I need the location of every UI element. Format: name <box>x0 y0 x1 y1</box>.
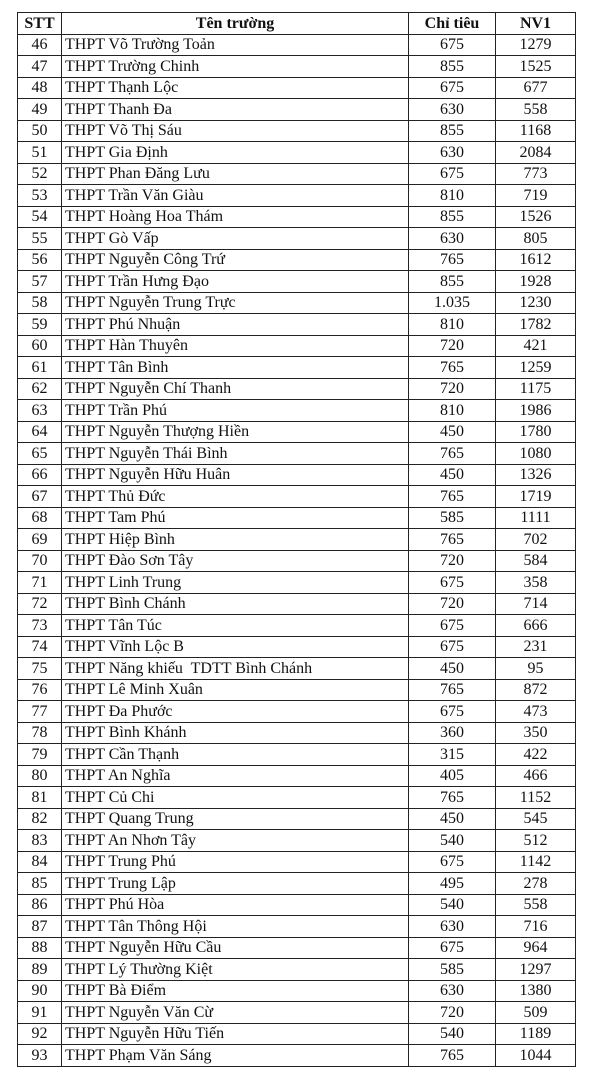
row-quota: 810 <box>409 314 496 336</box>
row-nv1: 1525 <box>496 56 576 78</box>
table-row <box>18 228 576 250</box>
table-row <box>18 378 576 400</box>
row-school-name: THPT An Nhơn Tây <box>62 830 409 852</box>
row-stt: 74 <box>18 636 62 658</box>
row-stt: 49 <box>18 99 62 121</box>
table-row <box>18 421 576 443</box>
row-school-name: THPT Thủ Đức <box>62 486 409 508</box>
row-nv1: 584 <box>496 550 576 572</box>
table-row <box>18 206 576 228</box>
row-quota: 360 <box>409 722 496 744</box>
table-row <box>18 916 576 938</box>
row-stt: 58 <box>18 292 62 314</box>
row-quota: 720 <box>409 550 496 572</box>
row-stt: 83 <box>18 830 62 852</box>
row-school-name: THPT Phạm Văn Sáng <box>62 1045 409 1067</box>
table-row <box>18 335 576 357</box>
row-school-name: THPT Nguyễn Trung Trực <box>62 292 409 314</box>
row-stt: 55 <box>18 228 62 250</box>
row-nv1: 719 <box>496 185 576 207</box>
row-school-name: THPT Bà Điểm <box>62 980 409 1002</box>
row-nv1: 1719 <box>496 486 576 508</box>
row-school-name: THPT Trung Phú <box>62 851 409 873</box>
row-stt: 81 <box>18 787 62 809</box>
row-nv1: 1259 <box>496 357 576 379</box>
row-quota: 810 <box>409 400 496 422</box>
row-stt: 65 <box>18 443 62 465</box>
row-nv1: 716 <box>496 916 576 938</box>
row-stt: 68 <box>18 507 62 529</box>
table-row <box>18 1002 576 1024</box>
row-nv1: 278 <box>496 873 576 895</box>
row-nv1: 872 <box>496 679 576 701</box>
row-stt: 50 <box>18 120 62 142</box>
table-row <box>18 593 576 615</box>
row-quota: 495 <box>409 873 496 895</box>
row-nv1: 1986 <box>496 400 576 422</box>
row-nv1: 714 <box>496 593 576 615</box>
row-nv1: 1189 <box>496 1023 576 1045</box>
row-school-name: THPT Nguyễn Văn Cừ <box>62 1002 409 1024</box>
row-nv1: 358 <box>496 572 576 594</box>
row-stt: 70 <box>18 550 62 572</box>
row-nv1: 1152 <box>496 787 576 809</box>
row-school-name: THPT Nguyễn Công Trứ <box>62 249 409 271</box>
row-nv1: 702 <box>496 529 576 551</box>
row-quota: 540 <box>409 830 496 852</box>
table-row <box>18 314 576 336</box>
row-school-name: THPT Thanh Đa <box>62 99 409 121</box>
row-stt: 73 <box>18 615 62 637</box>
header-quota: Chỉ tiêu <box>409 13 496 35</box>
row-stt: 88 <box>18 937 62 959</box>
row-stt: 78 <box>18 722 62 744</box>
row-school-name: THPT Gia Định <box>62 142 409 164</box>
row-quota: 675 <box>409 615 496 637</box>
row-school-name: THPT Hiệp Bình <box>62 529 409 551</box>
row-quota: 720 <box>409 1002 496 1024</box>
row-school-name: THPT Bình Chánh <box>62 593 409 615</box>
row-nv1: 558 <box>496 99 576 121</box>
row-quota: 675 <box>409 937 496 959</box>
row-school-name: THPT Củ Chi <box>62 787 409 809</box>
admission-table <box>17 12 576 1067</box>
row-quota: 810 <box>409 185 496 207</box>
row-stt: 59 <box>18 314 62 336</box>
row-school-name: THPT Thạnh Lộc <box>62 77 409 99</box>
table-row <box>18 744 576 766</box>
table-header-row <box>18 13 576 35</box>
table-row <box>18 486 576 508</box>
table-row <box>18 615 576 637</box>
row-school-name: THPT Lê Minh Xuân <box>62 679 409 701</box>
row-quota: 765 <box>409 443 496 465</box>
row-nv1: 1080 <box>496 443 576 465</box>
row-school-name: THPT Linh Trung <box>62 572 409 594</box>
row-school-name: THPT Võ Thị Sáu <box>62 120 409 142</box>
table-row <box>18 851 576 873</box>
table-row <box>18 400 576 422</box>
row-quota: 450 <box>409 808 496 830</box>
row-stt: 84 <box>18 851 62 873</box>
row-stt: 46 <box>18 34 62 56</box>
row-quota: 675 <box>409 163 496 185</box>
row-quota: 630 <box>409 142 496 164</box>
table-row <box>18 34 576 56</box>
row-school-name: THPT Trung Lập <box>62 873 409 895</box>
row-school-name: THPT Cần Thạnh <box>62 744 409 766</box>
row-quota: 765 <box>409 679 496 701</box>
row-quota: 630 <box>409 980 496 1002</box>
row-stt: 92 <box>18 1023 62 1045</box>
row-stt: 64 <box>18 421 62 443</box>
row-school-name: THPT Phan Đăng Lưu <box>62 163 409 185</box>
row-school-name: THPT Trần Phú <box>62 400 409 422</box>
row-nv1: 1175 <box>496 378 576 400</box>
row-nv1: 1279 <box>496 34 576 56</box>
row-quota: 630 <box>409 228 496 250</box>
row-quota: 540 <box>409 894 496 916</box>
row-stt: 89 <box>18 959 62 981</box>
row-quota: 450 <box>409 464 496 486</box>
row-stt: 71 <box>18 572 62 594</box>
row-quota: 720 <box>409 335 496 357</box>
table-row <box>18 443 576 465</box>
table-row <box>18 959 576 981</box>
table-row <box>18 722 576 744</box>
row-nv1: 558 <box>496 894 576 916</box>
row-school-name: THPT Vĩnh Lộc B <box>62 636 409 658</box>
row-school-name: THPT Phú Nhuận <box>62 314 409 336</box>
table-row <box>18 185 576 207</box>
table-row <box>18 980 576 1002</box>
row-quota: 765 <box>409 787 496 809</box>
row-quota: 450 <box>409 421 496 443</box>
row-school-name: THPT Hàn Thuyên <box>62 335 409 357</box>
row-nv1: 677 <box>496 77 576 99</box>
row-stt: 56 <box>18 249 62 271</box>
row-nv1: 1142 <box>496 851 576 873</box>
header-nv1: NV1 <box>496 13 576 35</box>
row-nv1: 2084 <box>496 142 576 164</box>
row-stt: 48 <box>18 77 62 99</box>
row-quota: 540 <box>409 1023 496 1045</box>
table-row <box>18 679 576 701</box>
row-nv1: 1928 <box>496 271 576 293</box>
row-nv1: 805 <box>496 228 576 250</box>
row-school-name: THPT Phú Hòa <box>62 894 409 916</box>
row-school-name: THPT Nguyễn Hữu Cầu <box>62 937 409 959</box>
row-school-name: THPT Nguyễn Hữu Huân <box>62 464 409 486</box>
row-quota: 675 <box>409 77 496 99</box>
row-school-name: THPT Lý Thường Kiệt <box>62 959 409 981</box>
row-stt: 79 <box>18 744 62 766</box>
row-stt: 86 <box>18 894 62 916</box>
row-nv1: 1612 <box>496 249 576 271</box>
row-stt: 53 <box>18 185 62 207</box>
row-stt: 87 <box>18 916 62 938</box>
table-body <box>18 34 576 1066</box>
row-school-name: THPT Nguyễn Hữu Tiến <box>62 1023 409 1045</box>
table-row <box>18 787 576 809</box>
table-row <box>18 894 576 916</box>
row-quota: 405 <box>409 765 496 787</box>
row-stt: 69 <box>18 529 62 551</box>
row-nv1: 1380 <box>496 980 576 1002</box>
table-row <box>18 357 576 379</box>
row-school-name: THPT Đa Phước <box>62 701 409 723</box>
table-row <box>18 99 576 121</box>
row-quota: 315 <box>409 744 496 766</box>
row-nv1: 350 <box>496 722 576 744</box>
table-row <box>18 120 576 142</box>
row-stt: 90 <box>18 980 62 1002</box>
row-quota: 855 <box>409 120 496 142</box>
row-stt: 91 <box>18 1002 62 1024</box>
row-nv1: 231 <box>496 636 576 658</box>
row-quota: 765 <box>409 249 496 271</box>
row-school-name: THPT Tân Thông Hội <box>62 916 409 938</box>
row-nv1: 95 <box>496 658 576 680</box>
row-stt: 93 <box>18 1045 62 1067</box>
table-row <box>18 529 576 551</box>
table-row <box>18 873 576 895</box>
row-stt: 54 <box>18 206 62 228</box>
row-school-name: THPT Quang Trung <box>62 808 409 830</box>
table-row <box>18 808 576 830</box>
row-quota: 720 <box>409 378 496 400</box>
row-nv1: 666 <box>496 615 576 637</box>
row-quota: 585 <box>409 507 496 529</box>
row-nv1: 1526 <box>496 206 576 228</box>
row-stt: 77 <box>18 701 62 723</box>
table-row <box>18 163 576 185</box>
table-row <box>18 636 576 658</box>
row-quota: 720 <box>409 593 496 615</box>
row-nv1: 964 <box>496 937 576 959</box>
row-stt: 85 <box>18 873 62 895</box>
table-row <box>18 249 576 271</box>
row-nv1: 1297 <box>496 959 576 981</box>
row-nv1: 1044 <box>496 1045 576 1067</box>
row-stt: 72 <box>18 593 62 615</box>
row-stt: 61 <box>18 357 62 379</box>
row-school-name: THPT Nguyễn Thượng Hiền <box>62 421 409 443</box>
row-nv1: 421 <box>496 335 576 357</box>
row-nv1: 473 <box>496 701 576 723</box>
row-stt: 67 <box>18 486 62 508</box>
row-school-name: THPT Năng khiếu TDTT Bình Chánh <box>62 658 409 680</box>
row-stt: 82 <box>18 808 62 830</box>
row-nv1: 545 <box>496 808 576 830</box>
row-quota: 855 <box>409 206 496 228</box>
row-stt: 52 <box>18 163 62 185</box>
row-nv1: 1111 <box>496 507 576 529</box>
table-row <box>18 507 576 529</box>
table-row <box>18 292 576 314</box>
row-nv1: 773 <box>496 163 576 185</box>
row-school-name: THPT An Nghĩa <box>62 765 409 787</box>
table-row <box>18 765 576 787</box>
row-nv1: 1780 <box>496 421 576 443</box>
table-row <box>18 937 576 959</box>
row-school-name: THPT Bình Khánh <box>62 722 409 744</box>
row-stt: 62 <box>18 378 62 400</box>
row-school-name: THPT Đào Sơn Tây <box>62 550 409 572</box>
row-school-name: THPT Trần Văn Giàu <box>62 185 409 207</box>
table-row <box>18 701 576 723</box>
row-nv1: 1168 <box>496 120 576 142</box>
row-quota: 855 <box>409 56 496 78</box>
row-quota: 630 <box>409 99 496 121</box>
table-row <box>18 658 576 680</box>
row-quota: 1.035 <box>409 292 496 314</box>
row-quota: 675 <box>409 851 496 873</box>
row-quota: 675 <box>409 701 496 723</box>
row-nv1: 1230 <box>496 292 576 314</box>
row-school-name: THPT Võ Trường Toản <box>62 34 409 56</box>
row-quota: 765 <box>409 486 496 508</box>
table-row <box>18 1023 576 1045</box>
row-quota: 765 <box>409 1045 496 1067</box>
table-row <box>18 1045 576 1067</box>
row-stt: 57 <box>18 271 62 293</box>
row-quota: 450 <box>409 658 496 680</box>
row-stt: 60 <box>18 335 62 357</box>
row-school-name: THPT Tam Phú <box>62 507 409 529</box>
table-row <box>18 77 576 99</box>
table-row <box>18 271 576 293</box>
row-stt: 66 <box>18 464 62 486</box>
row-stt: 63 <box>18 400 62 422</box>
row-stt: 51 <box>18 142 62 164</box>
table-row <box>18 142 576 164</box>
row-school-name: THPT Trần Hưng Đạo <box>62 271 409 293</box>
table-row <box>18 830 576 852</box>
row-nv1: 466 <box>496 765 576 787</box>
row-school-name: THPT Gò Vấp <box>62 228 409 250</box>
row-stt: 75 <box>18 658 62 680</box>
row-quota: 765 <box>409 357 496 379</box>
table-row <box>18 464 576 486</box>
row-stt: 76 <box>18 679 62 701</box>
table-row <box>18 56 576 78</box>
row-quota: 630 <box>409 916 496 938</box>
table-row <box>18 572 576 594</box>
row-school-name: THPT Nguyễn Chí Thanh <box>62 378 409 400</box>
row-nv1: 1782 <box>496 314 576 336</box>
row-school-name: THPT Trường Chinh <box>62 56 409 78</box>
row-school-name: THPT Tân Túc <box>62 615 409 637</box>
row-stt: 80 <box>18 765 62 787</box>
row-nv1: 512 <box>496 830 576 852</box>
row-nv1: 422 <box>496 744 576 766</box>
row-quota: 855 <box>409 271 496 293</box>
row-nv1: 509 <box>496 1002 576 1024</box>
row-quota: 675 <box>409 34 496 56</box>
header-school-name: Tên trường <box>62 13 409 35</box>
row-quota: 675 <box>409 636 496 658</box>
row-stt: 47 <box>18 56 62 78</box>
table-row <box>18 550 576 572</box>
row-quota: 585 <box>409 959 496 981</box>
row-school-name: THPT Nguyễn Thái Bình <box>62 443 409 465</box>
header-stt: STT <box>18 13 62 35</box>
row-school-name: THPT Tân Bình <box>62 357 409 379</box>
row-quota: 675 <box>409 572 496 594</box>
row-quota: 765 <box>409 529 496 551</box>
row-school-name: THPT Hoàng Hoa Thám <box>62 206 409 228</box>
row-nv1: 1326 <box>496 464 576 486</box>
